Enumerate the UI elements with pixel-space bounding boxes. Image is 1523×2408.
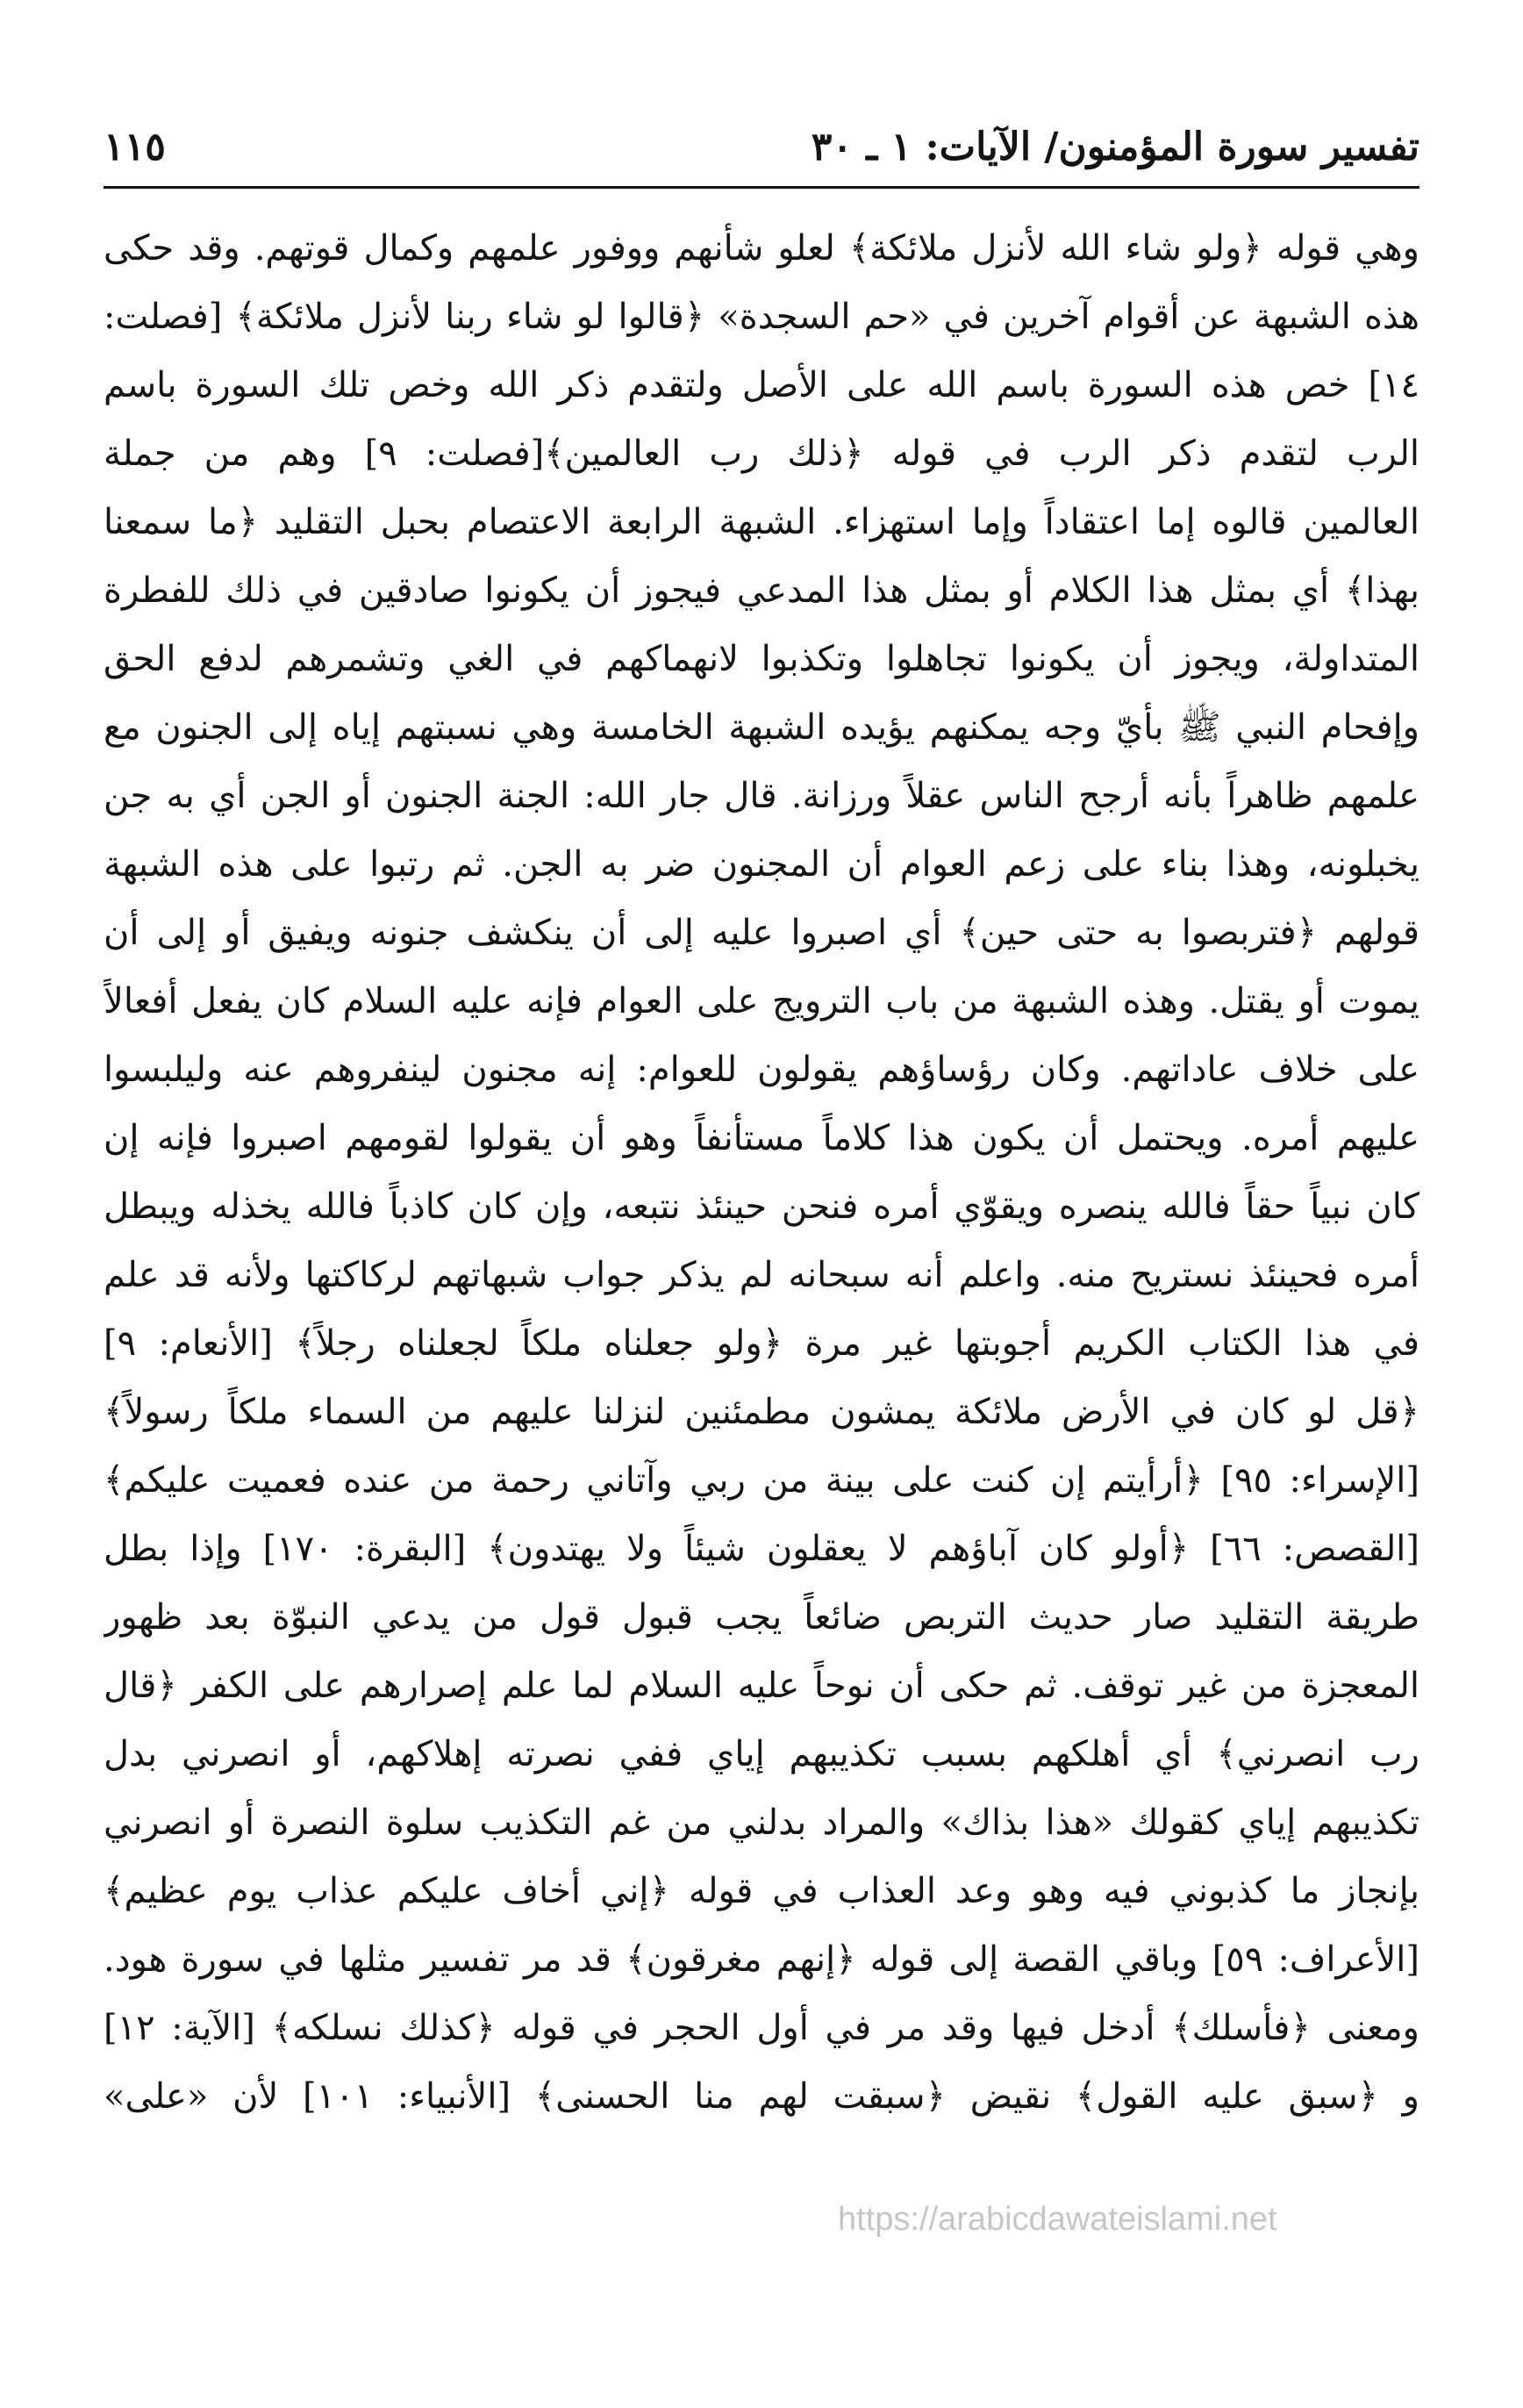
text-line: وإفحام النبي ﷺ بأيّ وجه يمكنهم يؤيده الشبهة الخامسة وهي نسبتهم إياه إلى الجنون مع	[104, 707, 1419, 748]
text-line: هذه الشبهة عن أقوام آخرين في «حم السجدة» ﴿قالوا لو شاء ربنا لأنزل ملائكة﴾ [فصلت:	[104, 297, 1419, 337]
text-line: بهذا﴾ أي بمثل هذا الكلام أو بمثل هذا المدعي فيجوز أن يكونوا صادقين في ذلك للفطرة	[104, 570, 1419, 611]
header-divider	[104, 186, 1419, 189]
text-line: كان نبياً حقاً فالله ينصره ويقوّي أمره فنحن حينئذ نتبعه، وإن كان كاذباً فالله يخذله ويبطل	[104, 1186, 1419, 1227]
text-line: العالمين قالوه إما اعتقاداً وإما استهزاء. الشبهة الرابعة الاعتصام بحبل التقليد ﴿ما سمعنا	[104, 502, 1419, 542]
text-line: المتداولة، ويجوز أن يكونوا تجاهلوا وتكذبوا لانهماكهم في الغي وتشمرهم لدفع الحق	[104, 639, 1419, 679]
text-line: و ﴿سبق عليه القول﴾ نقيض ﴿سبقت لهم منا الحسنى﴾ [الأنبياء: ١٠١] لأن «على»	[104, 2076, 1419, 2117]
text-line: الرب لتقدم ذكر الرب في قوله ﴿ذلك رب العالمين﴾[فصلت: ٩] وهم من جملة	[104, 434, 1419, 474]
text-line: [القصص: ٦٦] ﴿أولو كان آباؤهم لا يعقلون شيئاً ولا يهتدون﴾ [البقرة: ١٧٠] وإذا بطل	[104, 1529, 1419, 1569]
text-line: عليهم أمره. ويحتمل أن يكون هذا كلاماً مستأنفاً وهو أن يقولوا لقومهم اصبروا فإنه إن	[104, 1118, 1419, 1158]
text-line: يخبلونه، وهذا بناء على زعم العوام أن المجنون ضر به الجن. ثم رتبوا على هذه الشبهة	[104, 844, 1419, 885]
text-line: قولهم ﴿فتربصوا به حتى حين﴾ أي اصبروا عليه إلى أن ينكشف جنونه ويفيق أو إلى أن	[104, 913, 1419, 953]
text-line: ١٤] خص هذه السورة باسم الله على الأصل ولتقدم ذكر الله وخص تلك السورة باسم	[104, 365, 1419, 405]
text-line: تكذيبهم إياي كقولك «هذا بذاك» والمراد بدلني من غم التكذيب سلوة النصرة أو انصرني	[104, 1802, 1419, 1843]
text-line: ﴿قل لو كان في الأرض ملائكة يمشون مطمئنين لنزلنا عليهم من السماء ملكاً رسولاً﴾	[104, 1392, 1419, 1432]
text-line: يموت أو يقتل. وهذه الشبهة من باب الترويج على العوام فإنه عليه السلام كان يفعل أفعالاً	[104, 981, 1419, 1021]
text-line: [الأعراف: ٥٩] وباقي القصة إلى قوله ﴿إنهم مغرقون﴾ قد مر تفسير مثلها في سورة هود.	[104, 1939, 1419, 1980]
text-line: بإنجاز ما كذبوني فيه وهو وعد العذاب في قوله ﴿إني أخاف عليكم عذاب يوم عظيم﴾	[104, 1871, 1419, 1911]
page-header	[104, 121, 1419, 183]
text-line: على خلاف عاداتهم. وكان رؤساؤهم يقولون للعوام: إنه مجنون لينفروهم عنه وليلبسوا	[104, 1050, 1419, 1090]
text-line: علمهم ظاهراً بأنه أرجح الناس عقلاً ورزانة. قال جار الله: الجنة الجنون أو الجن أي به جن	[104, 776, 1419, 816]
text-line: في هذا الكتاب الكريم أجوبتها غير مرة ﴿ولو جعلناه ملكاً لجعلناه رجلاً﴾ [الأنعام: ٩]	[104, 1323, 1419, 1364]
text-line: ومعنى ﴿فأسلك﴾ أدخل فيها وقد مر في أول الحجر في قوله ﴿كذلك نسلكه﴾ [الآية: ١٢]	[104, 2008, 1419, 2048]
text-line: وهي قوله ﴿ولو شاء الله لأنزل ملائكة﴾ لعلو شأنهم ووفور علمهم وكمال قوتهم. وقد حكى	[104, 228, 1419, 269]
text-line: [الإسراء: ٩٥] ﴿أرأيتم إن كنت على بينة من ربي وآتاني رحمة من عنده فعميت عليكم﴾	[104, 1460, 1419, 1501]
text-line: طريقة التقليد صار حديث التربص ضائعاً يجب قبول قول من يدعي النبوّة بعد ظهور	[104, 1597, 1419, 1638]
text-line: رب انصرني﴾ أي أهلكهم بسبب تكذيبهم إياي ففي نصرته إهلاكهم، أو انصرني بدل	[104, 1734, 1419, 1774]
running-title: تفسير سورة المؤمنون/ الآيات: ١ ـ ٣٠	[811, 125, 1419, 169]
text-line: المعجزة من غير توقف. ثم حكى أن نوحاً عليه السلام لما علم إصرارهم على الكفر ﴿قال	[104, 1666, 1419, 1706]
watermark-url: https://arabicdawateislami.net	[838, 2201, 1277, 2238]
body-text	[104, 214, 1419, 2131]
page-number: ١١٥	[104, 125, 166, 169]
text-line: أمره فحينئذ نستريح منه. واعلم أنه سبحانه لم يذكر جواب شبهاتهم لركاكتها ولأنه قد علم	[104, 1255, 1419, 1295]
